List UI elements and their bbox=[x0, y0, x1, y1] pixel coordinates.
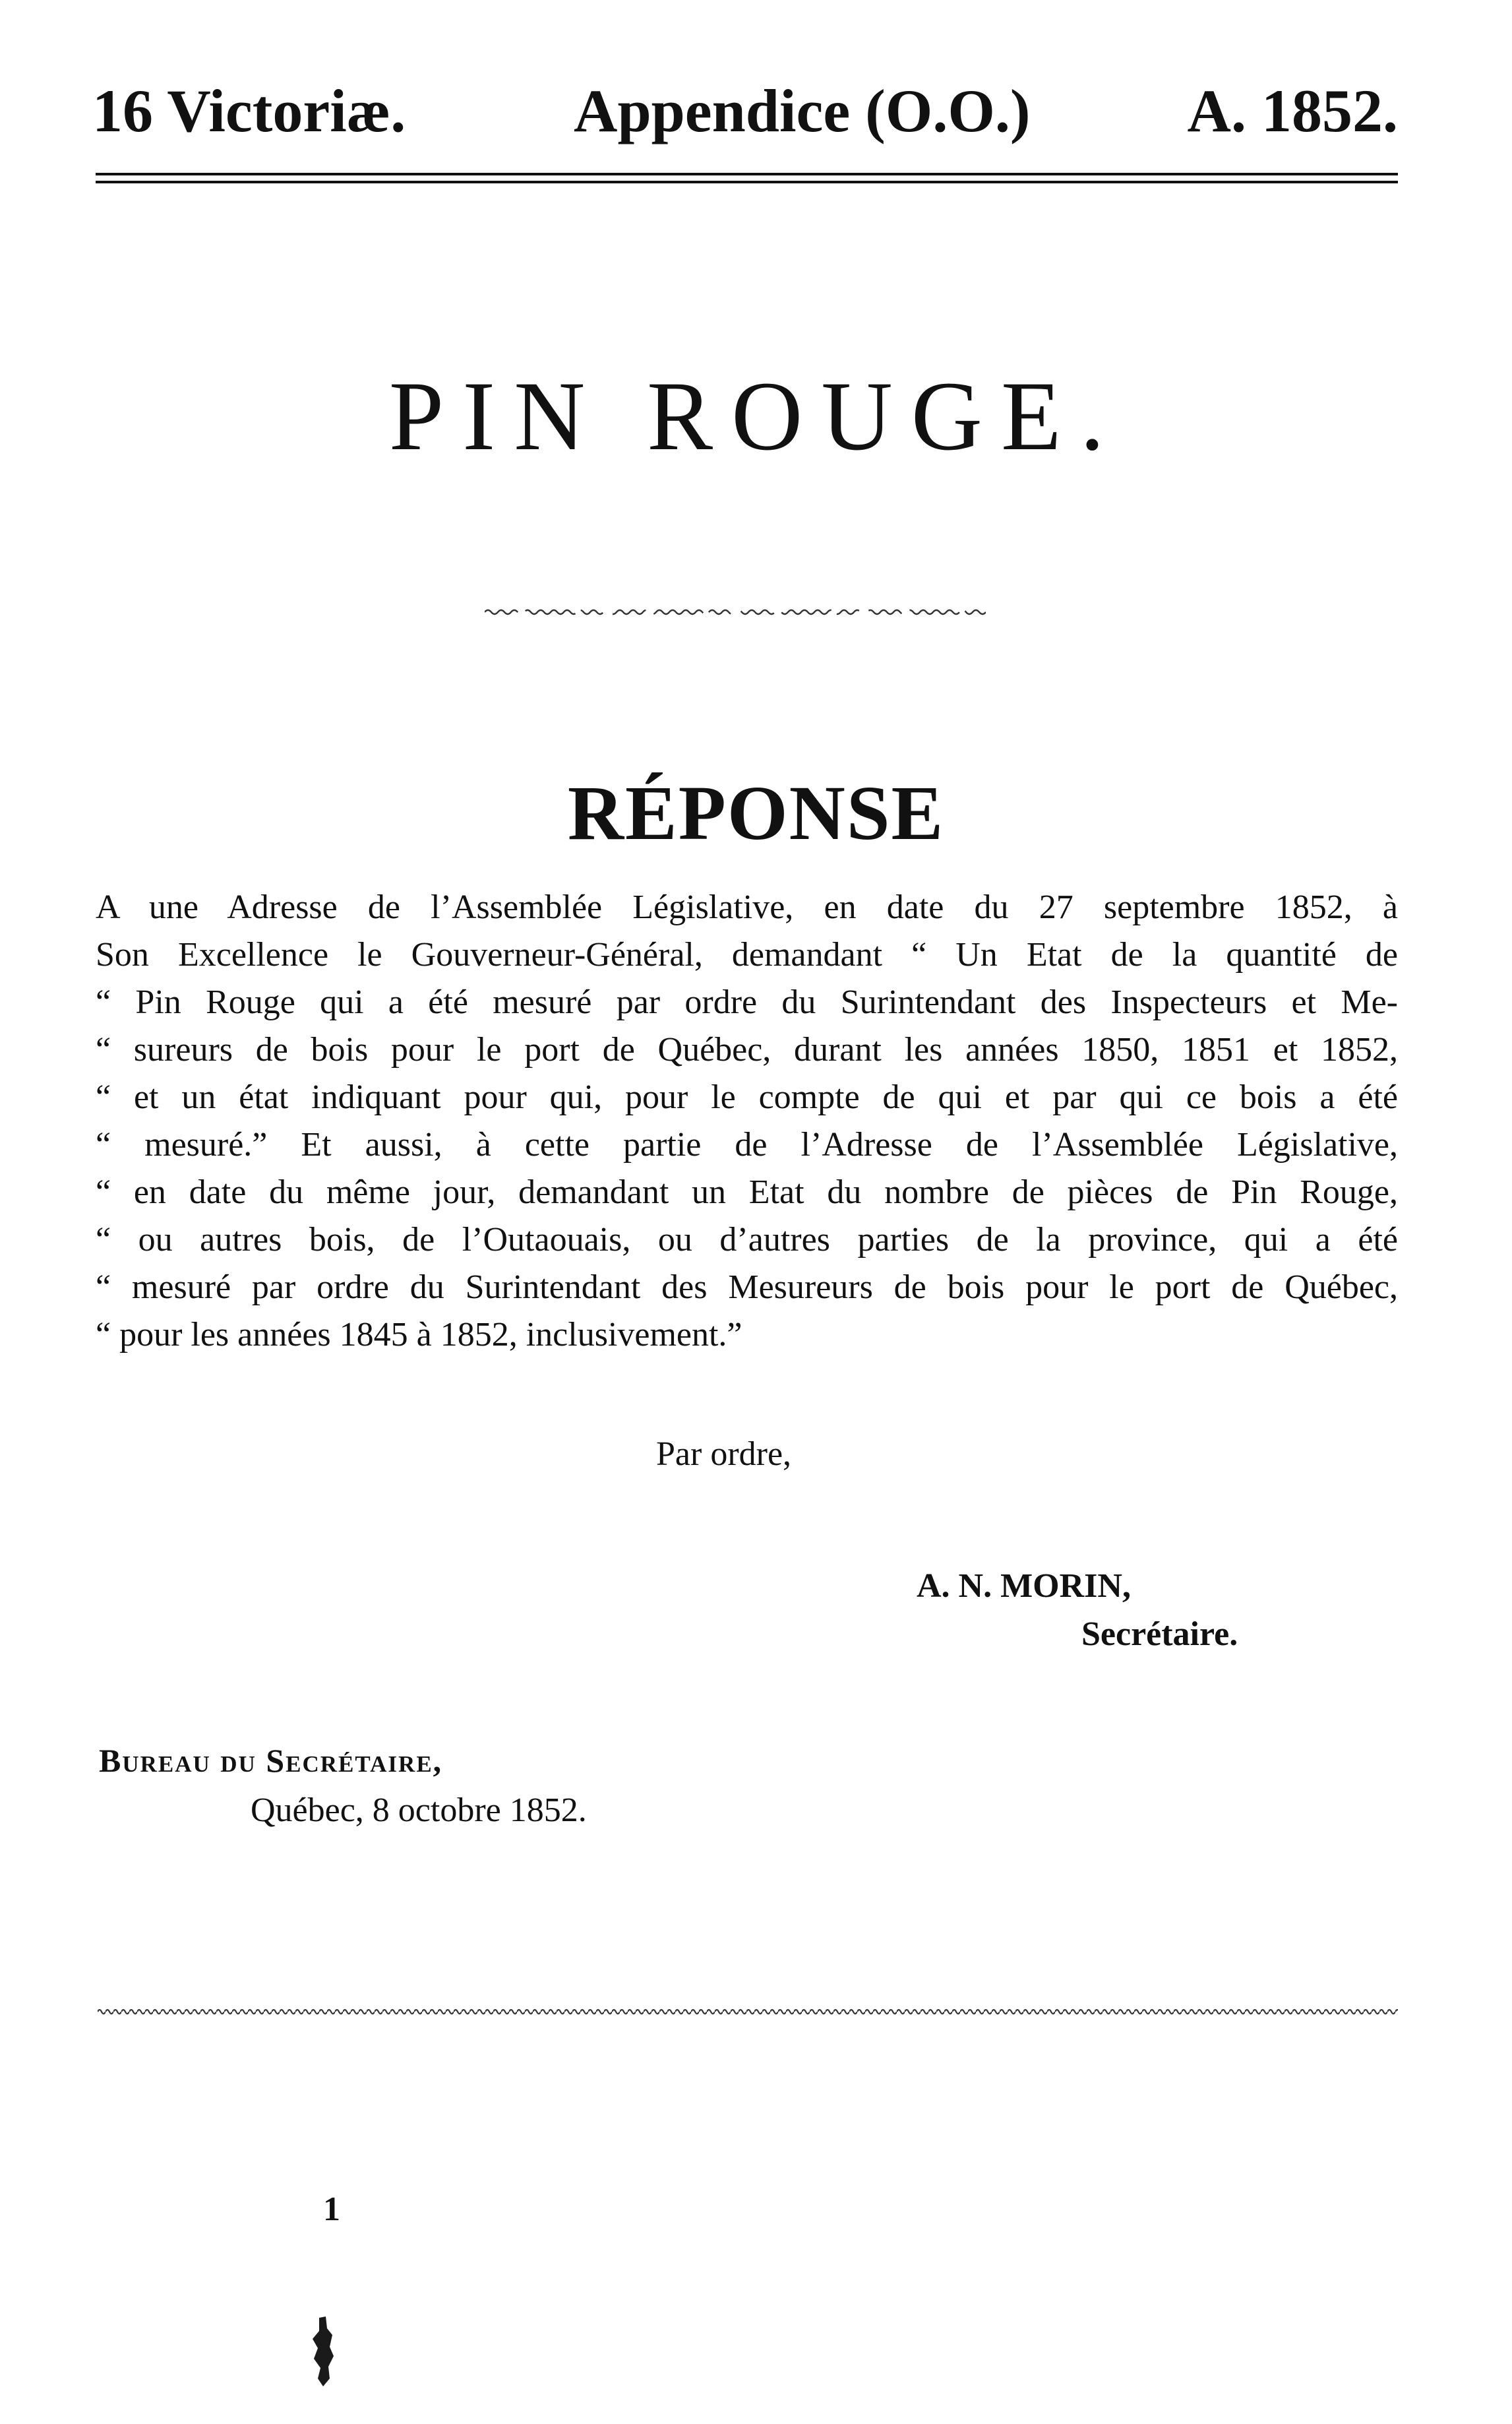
title-ornamental-rule bbox=[485, 606, 986, 619]
header-appendix: Appendice (O.O.) bbox=[574, 77, 1031, 144]
header-double-rule bbox=[96, 173, 1398, 183]
signatory-title: Secrétaire. bbox=[1081, 1615, 1238, 1653]
body-line: “ pour les années 1845 à 1852, inclusivement.” bbox=[96, 1316, 742, 1353]
header-year: A. 1852. bbox=[1187, 77, 1398, 144]
footer-ornamental-rule bbox=[98, 2005, 1398, 2018]
body-line: “ mesuré par ordre du Surintendant des Mesureurs de bois pour le port de Québec, bbox=[96, 1268, 1398, 1306]
body-line: “ sureurs de bois pour le port de Québec, durant les années 1850, 1851 et 1852, bbox=[96, 1031, 1398, 1069]
place-date: Québec, 8 octobre 1852. bbox=[251, 1791, 587, 1829]
page-number: 1 bbox=[323, 2191, 340, 2228]
body-line: “ Pin Rouge qui a été mesuré par ordre du Surintendant des Inspecteurs et Me- bbox=[96, 983, 1398, 1021]
header-regnal-year: 16 Victoriæ. bbox=[92, 77, 406, 144]
body-line: “ et un état indiquant pour qui, pour le compte de qui et par qui ce bois a été bbox=[96, 1078, 1398, 1116]
closing-phrase: Par ordre, bbox=[656, 1435, 792, 1473]
page-header bbox=[92, 76, 1398, 148]
body-line: Son Excellence le Gouverneur-Général, demandant “ Un Etat de la quantité de bbox=[96, 936, 1398, 974]
body-line: A une Adresse de l’Assemblée Législative, en date du 27 septembre 1852, à bbox=[96, 888, 1398, 926]
body-line: “ mesuré.” Et aussi, à cette partie de l’Adresse de l’Assemblée Législative, bbox=[96, 1126, 1398, 1164]
ink-blot-mark bbox=[310, 2315, 336, 2388]
document-title: PIN ROUGE. bbox=[388, 361, 1124, 471]
office-line: Bureau du Secrétaire, bbox=[99, 1742, 443, 1779]
response-heading: RÉPONSE bbox=[567, 770, 945, 856]
response-body bbox=[96, 884, 1398, 1359]
body-line: “ en date du même jour, demandant un Etat du nombre de pièces de Pin Rouge, bbox=[96, 1173, 1398, 1211]
signatory-name: A. N. MORIN, bbox=[917, 1567, 1131, 1605]
body-line: “ ou autres bois, de l’Outaouais, ou d’autres parties de la province, qui a été bbox=[96, 1221, 1398, 1259]
